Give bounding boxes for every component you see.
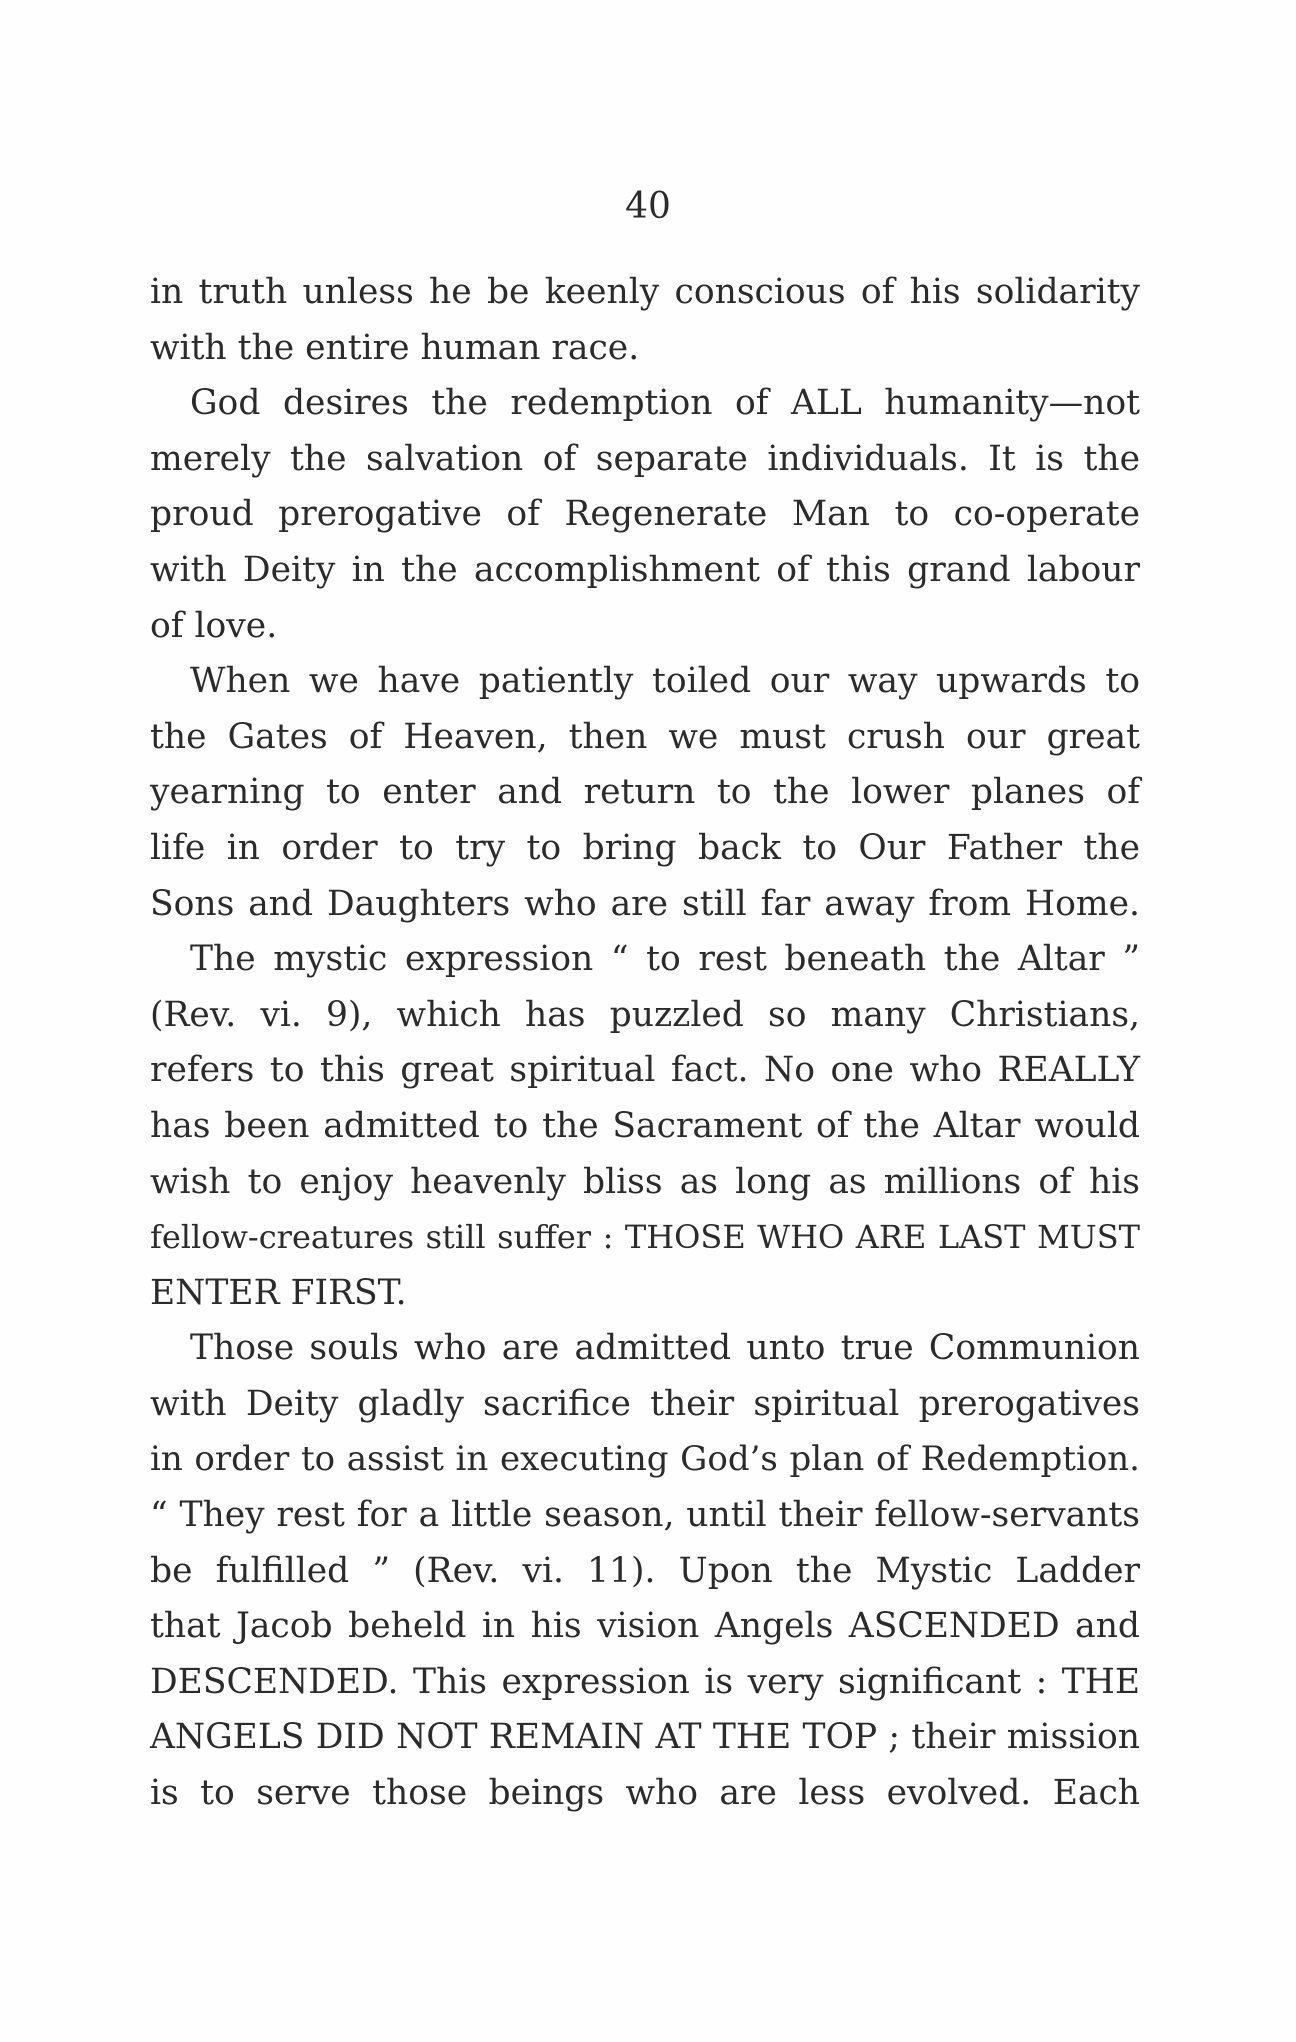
text-line: in order to assist in executing God’s plan of Redemption. — [150, 1439, 1140, 1480]
text-line: DESCENDED. This expression is very significant : THE — [150, 1661, 1140, 1702]
text-line: with Deity in the accomplishment of this grand labour — [150, 549, 1140, 590]
text-line: refers to this great spiritual fact. No one who REALLY — [150, 1050, 1140, 1091]
text-line: ANGELS DID NOT REMAIN AT THE TOP ; their mission — [150, 1717, 1140, 1758]
text-line: yearning to enter and return to the lower planes of — [150, 772, 1140, 813]
text-line: ENTER FIRST. — [150, 1272, 407, 1313]
text-line: proud prerogative of Regenerate Man to co-operate — [150, 494, 1140, 535]
body-text — [150, 265, 1140, 1822]
text-line: is to serve those beings who are less evolved. Each — [150, 1773, 1140, 1814]
text-line: God desires the redemption of ALL humanity—not — [190, 383, 1140, 424]
text-line: fellow-creatures still suffer : THOSE WHO ARE LAST MUST — [150, 1218, 1140, 1257]
text-line: of love. — [150, 605, 278, 646]
text-line: with Deity gladly sacrifice their spiritual prerogatives — [150, 1383, 1140, 1424]
text-line: merely the salvation of separate individuals. It is the — [150, 438, 1140, 479]
text-line: has been admitted to the Sacrament of the Altar would — [150, 1105, 1140, 1146]
text-line: wish to enjoy heavenly bliss as long as millions of his — [150, 1161, 1140, 1202]
text-line: “ They rest for a little season, until their fellow-servants — [150, 1495, 1140, 1536]
text-line: Sons and Daughters who are still far away from Home. — [150, 883, 1140, 924]
text-line: The mystic expression “ to rest beneath the Altar ” — [190, 939, 1140, 980]
text-line: in truth unless he be keenly conscious of his solidarity — [150, 272, 1140, 312]
text-line: that Jacob beheld in his vision Angels ASCENDED and — [150, 1606, 1140, 1647]
text-line: When we have patiently toiled our way upwards to — [190, 661, 1140, 702]
text-line: the Gates of Heaven, then we must crush our great — [150, 716, 1140, 757]
page-number: 40 — [625, 186, 671, 227]
text-line: life in order to try to bring back to Our Father the — [150, 827, 1140, 868]
text-line: be fulfilled ” (Rev. vi. 11). Upon the Mystic Ladder — [150, 1550, 1140, 1591]
text-line: (Rev. vi. 9), which has puzzled so many Christians, — [150, 994, 1140, 1035]
text-line: Those souls who are admitted unto true Communion — [190, 1328, 1140, 1369]
text-line: with the entire human race. — [150, 327, 640, 368]
